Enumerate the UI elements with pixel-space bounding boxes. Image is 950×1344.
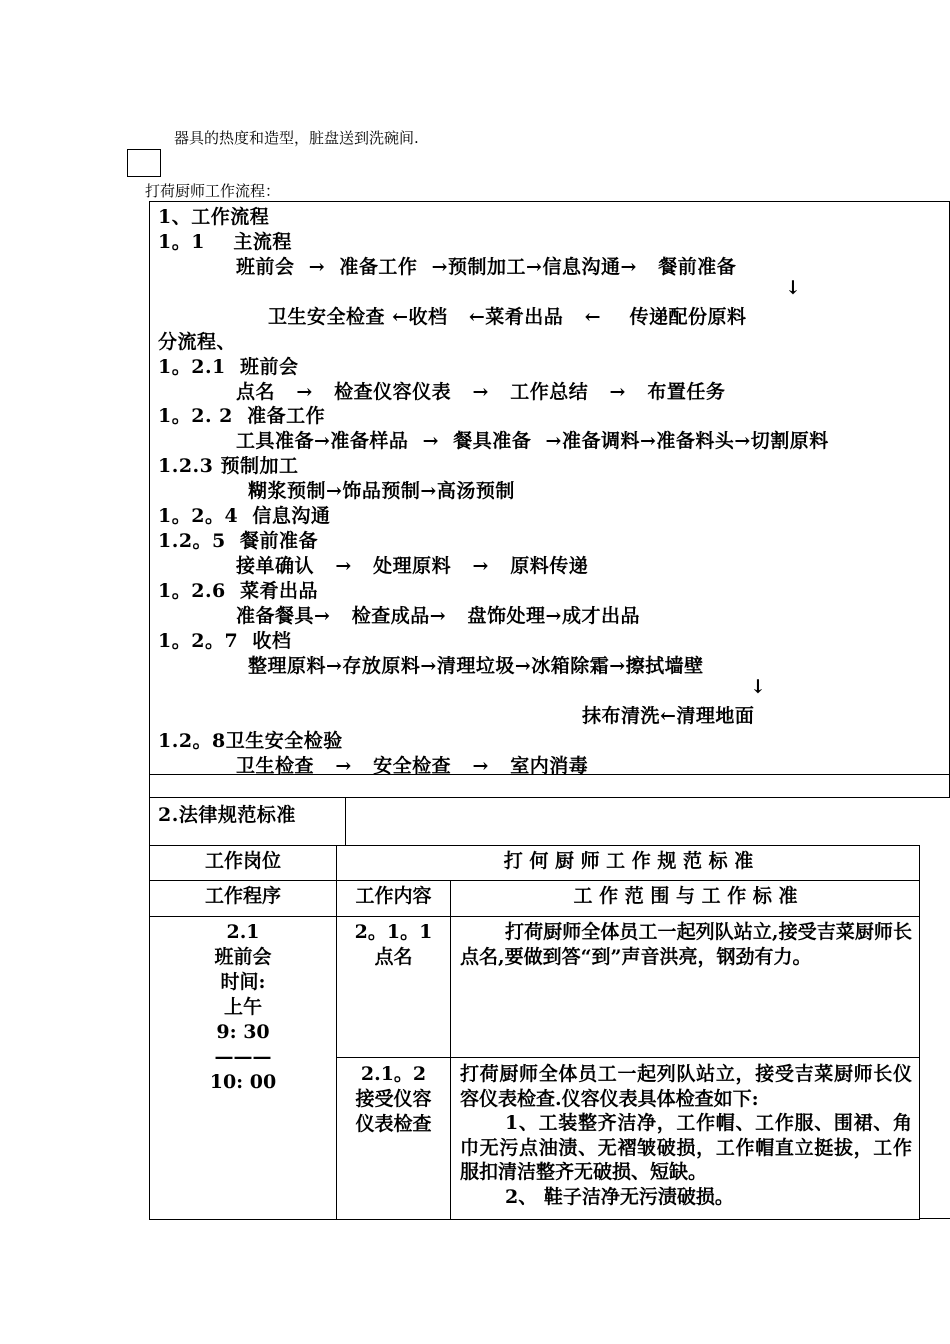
s128-flow: 卫生检查 → 安全检查 → 室内消毒: [236, 755, 589, 777]
procedure-21-line: 9: 30: [216, 1021, 270, 1043]
s123-flow: 糊浆预制→饰品预制→高汤预制: [248, 480, 515, 502]
s121-flow: 点名 → 检查仪容仪表 → 工作总结 → 布置任务: [236, 381, 726, 403]
section2-left-border: [149, 798, 150, 845]
row2-content: [337, 1062, 450, 1137]
s125-label: 1.2。5 餐前准备: [158, 530, 319, 552]
s127-flow: 整理原料→存放原料→清理垃圾→冰箱除霜→擦拭墙壁: [248, 655, 704, 677]
table-row-line-2: [149, 916, 920, 917]
s127-label: 1。2。7 收档: [158, 630, 292, 652]
s126-label: 1。2.6 菜肴出品: [158, 580, 319, 602]
row2-scope-p3: 2、 鞋子洁净无污渍破损。: [505, 1185, 734, 1208]
row2-content-line: 仪表检查: [355, 1113, 432, 1135]
table-tail-line: [920, 1218, 950, 1219]
header-scope: 工 作 范 围 与 工 作 标 准: [573, 885, 798, 907]
flow-title: 打荷厨师工作流程：: [145, 182, 281, 200]
main-flow-down-arrow: ↓: [785, 277, 802, 299]
row2-scope-p1: 打荷厨师全体员工一起列队站立，接受吉菜厨师长仪容仪表检查.仪容仪表具体检查如下:: [460, 1063, 912, 1110]
s121-label: 1。2.1 班前会: [158, 356, 299, 378]
row2-content-line: 2.1。2: [360, 1063, 427, 1085]
row2-scope: [460, 1062, 912, 1209]
table-row-line-1: [149, 880, 920, 881]
row2-scope-p2: 1、工装整齐洁净，工作帽、工作服、围裙、角巾无污点油渍、无褶皱破损，工作帽直立挺拔，工作服扣清洁整齐无破损、短缺。: [460, 1112, 912, 1183]
procedure-21-line: 班前会: [214, 946, 272, 968]
header-procedure: 工作程序: [204, 885, 281, 907]
s127-flow2: 抹布清洗←清理地面: [582, 705, 755, 727]
row1-scope: [460, 920, 912, 969]
row1-content-line: 点名: [374, 946, 413, 968]
procedure-21-line: 2.1: [226, 921, 260, 943]
row1-content: [337, 920, 450, 970]
s122-flow: 工具准备→准备样品 → 餐具准备 →准备调料→准备料头→切割原料: [236, 430, 829, 452]
s126-flow: 准备餐具→ 检查成品→ 盘饰处理→成才出品: [236, 605, 640, 627]
row2-content-line: 接受仪容: [355, 1088, 432, 1110]
section1-heading: 1、工作流程: [158, 206, 270, 228]
sub-flow-label: 分流程、: [158, 331, 237, 353]
procedure-21-line: 时间:: [220, 971, 266, 993]
main-flow-label: 1。1 主流程: [158, 231, 292, 253]
section2-heading: 2.法律规范标准: [158, 804, 296, 826]
s123-label: 1.2.3 预制加工: [158, 455, 299, 477]
table-row-line-3: [336, 1057, 920, 1058]
empty-box: [127, 149, 161, 177]
s128-label: 1.2。8卫生安全检验: [158, 730, 343, 752]
procedure-21-line: 10: 00: [209, 1071, 277, 1093]
main-flow-row2: 卫生安全检查 ←收档 ←菜肴出品 ← 传递配份原料: [268, 306, 747, 328]
s127-down-arrow: ↓: [750, 676, 767, 698]
s122-label: 1。2. 2 准备工作: [158, 405, 326, 427]
header-position-value: 打 何 厨 师 工 作 规 范 标 准: [503, 850, 754, 872]
header-position: 工作岗位: [204, 850, 281, 872]
procedure-21: [150, 920, 336, 1095]
intro-line: 器具的热度和造型，脏盘送到洗碗间.: [174, 129, 419, 147]
row1-content-line: 2。1。1: [354, 921, 433, 943]
header-content: 工作内容: [355, 885, 432, 907]
s125-flow: 接单确认 → 处理原料 → 原料传递: [236, 555, 589, 577]
table-col-line-2: [450, 880, 451, 1220]
s124-label: 1。2。4 信息沟通: [158, 505, 331, 527]
procedure-21-line: 上午: [223, 996, 262, 1018]
main-flow-row1: 班前会 → 准备工作 →预制加工→信息沟通→ 餐前准备: [236, 256, 737, 278]
row1-scope-text: 打荷厨师全体员工一起列队站立,接受吉菜厨师长点名,要做到答“到”声音洪亮，钢劲有力。: [460, 921, 912, 968]
procedure-21-line: ———: [214, 1046, 272, 1068]
section2-mid-border: [345, 798, 346, 845]
